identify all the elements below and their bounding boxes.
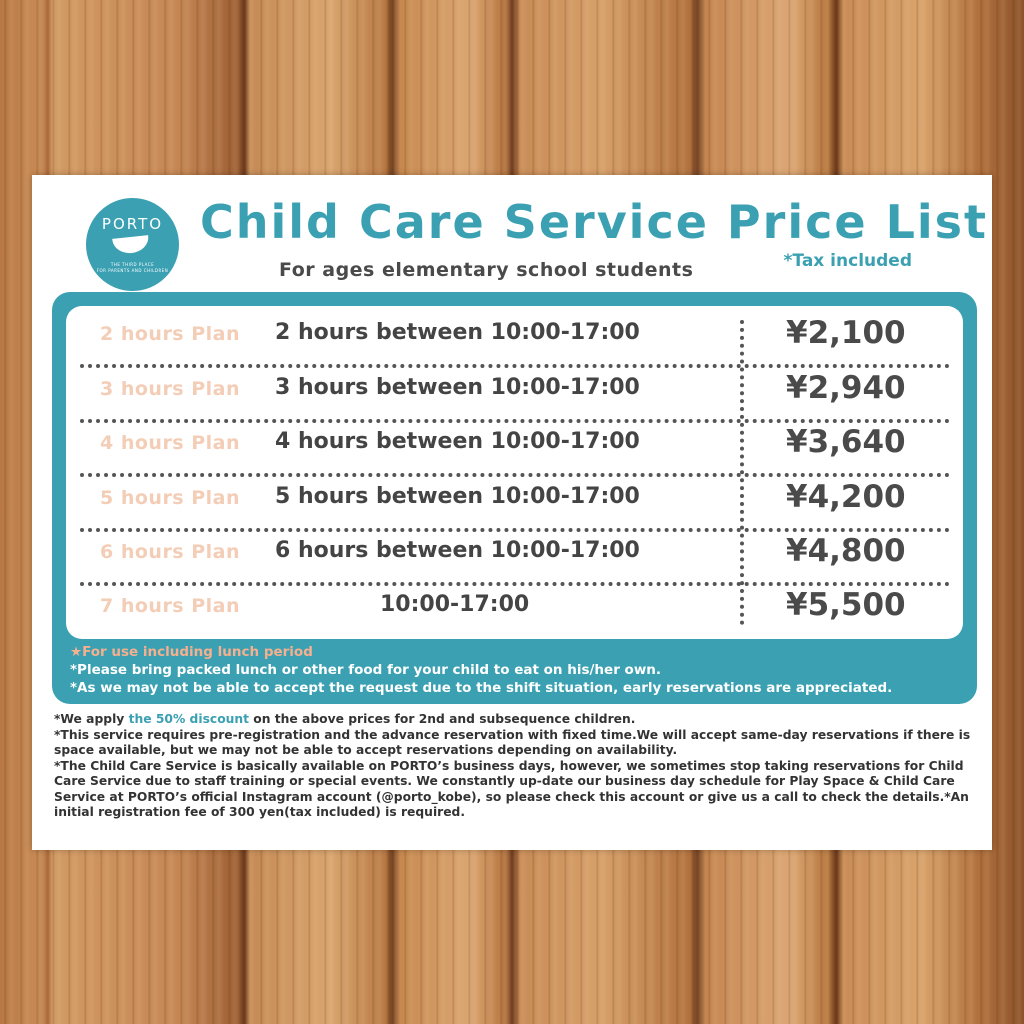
plan-description: 2 hours between 10:00-17:00 <box>275 320 640 345</box>
table-row <box>80 364 950 423</box>
plan-price: ¥2,100 <box>786 315 906 351</box>
table-row <box>80 418 950 477</box>
plan-description: 3 hours between 10:00-17:00 <box>275 375 640 400</box>
lunch-note: ★For use including lunch period <box>70 644 313 660</box>
price-panel <box>52 292 977 704</box>
early-reservation-note: *As we may not be able to accept the request due to the shift situation, early reservations are appreciated. <box>70 680 893 696</box>
page-subtitle: For ages elementary school students <box>279 259 694 281</box>
plan-price: ¥2,940 <box>786 370 906 406</box>
table-row <box>80 473 950 532</box>
logo-tagline-1: THE THIRD PLACE <box>110 262 155 267</box>
plan-description: 6 hours between 10:00-17:00 <box>275 538 640 563</box>
bring-lunch-note: *Please bring packed lunch or other food for your child to eat on his/her own. <box>70 662 662 678</box>
plan-label: 4 hours Plan <box>100 432 241 454</box>
plan-label: 7 hours Plan <box>100 595 241 617</box>
table-row <box>80 309 950 368</box>
table-row <box>80 527 950 586</box>
plan-price: ¥3,640 <box>786 424 906 460</box>
plan-label: 6 hours Plan <box>100 541 241 563</box>
plan-description: 4 hours between 10:00-17:00 <box>275 429 640 454</box>
tax-note: *Tax included <box>783 251 912 271</box>
panel-notes <box>70 643 960 697</box>
plan-description: 10:00-17:00 <box>380 592 530 617</box>
plan-price: ¥4,200 <box>786 479 906 515</box>
business-days-note: *The Child Care Service is basically available on PORTO’s business days, however, we sometimes stop taking reservations for Child Care Service due to staff training or special events. We constantly up-date our business day schedule for Play Space & Child Care Service at PORTO’s official Instagram account (@porto_kobe), so please check this account or give us a call to check the details.*An initial registration fee of 300 yen(tax included) is required. <box>54 758 969 819</box>
boat-icon <box>112 235 149 255</box>
registration-note: *This service requires pre-registration and the advance reservation with fixed time.We will accept same-day reservations if there is space available, but we may not be able to accept reservations depending on availability. <box>54 727 971 757</box>
plan-description: 5 hours between 10:00-17:00 <box>275 484 640 509</box>
porto-logo <box>86 198 179 291</box>
plan-label: 2 hours Plan <box>100 323 241 345</box>
discount-suffix: on the above prices for 2nd and subsequence children. <box>249 712 636 726</box>
discount-note <box>54 712 976 728</box>
page-title: Child Care Service Price List <box>200 195 989 249</box>
logo-name: PORTO <box>101 215 164 233</box>
table-row <box>80 581 950 636</box>
logo-tagline-2: FOR PARENTS AND CHILDREN <box>96 268 169 273</box>
discount-prefix: *We apply <box>54 712 129 726</box>
plan-label: 5 hours Plan <box>100 487 241 509</box>
plan-price: ¥5,500 <box>786 587 906 623</box>
price-list-card <box>32 175 992 850</box>
plan-label: 3 hours Plan <box>100 378 241 400</box>
discount-highlight: the 50% discount <box>128 712 250 726</box>
plan-price: ¥4,800 <box>786 533 906 569</box>
footer-notes <box>54 712 976 821</box>
price-table <box>66 306 963 639</box>
